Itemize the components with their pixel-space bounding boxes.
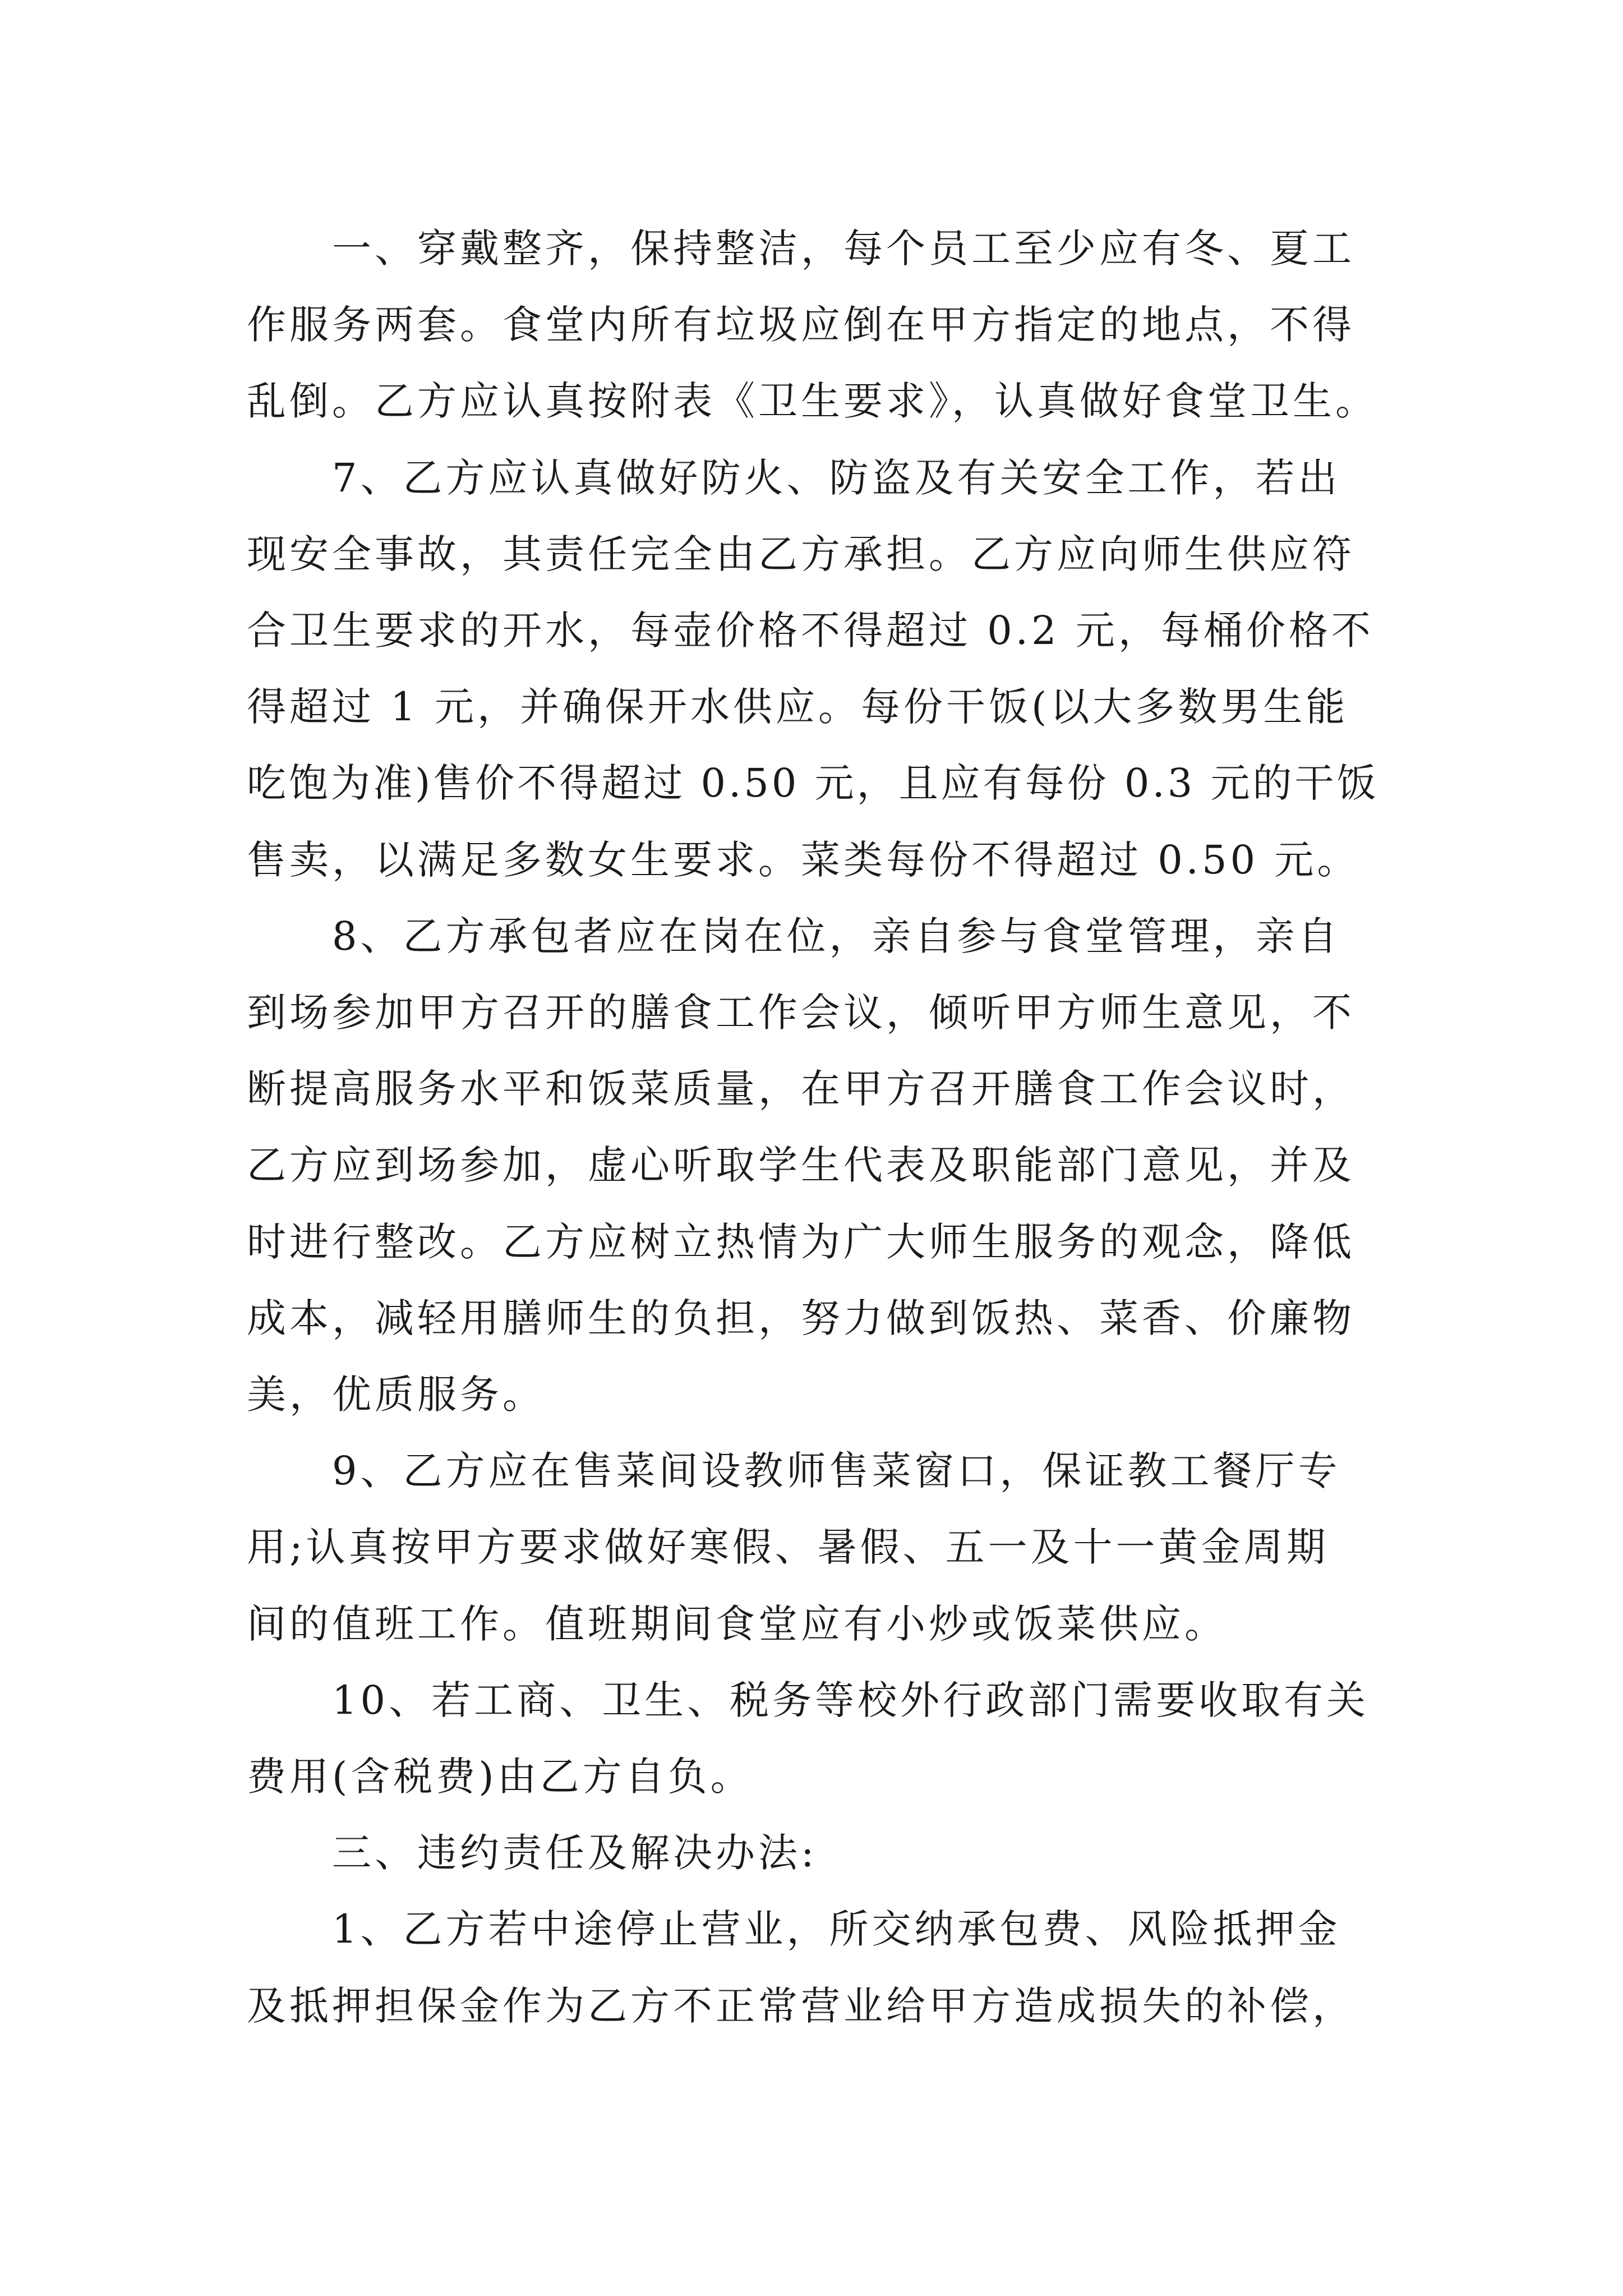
- text-line: 售卖，以满足多数女生要求。菜类每份不得超过 0.50 元。: [247, 836, 1360, 883]
- text-line: 间的值班工作。值班期间食堂应有小炒或饭菜供应。: [247, 1600, 1227, 1647]
- text-line: 9、乙方应在售菜间设教师售菜窗口，保证教工餐厅专: [332, 1448, 1341, 1494]
- text-line: 10、若工商、卫生、税务等校外行政部门需要收取有关: [332, 1677, 1370, 1723]
- text-line: 7、乙方应认真做好防火、防盗及有关安全工作，若出: [332, 454, 1341, 501]
- text-line: 一、穿戴整齐，保持整洁，每个员工至少应有冬、夏工: [332, 226, 1355, 272]
- text-line: 到场参加甲方召开的膳食工作会议，倾听甲方师生意见，不: [247, 990, 1355, 1036]
- text-line: 用;认真按甲方要求做好寒假、暑假、五一及十一黄金周期: [247, 1524, 1329, 1571]
- text-line: 乱倒。乙方应认真按附表《卫生要求》，认真做好食堂卫生。: [247, 378, 1378, 425]
- text-line: 乙方应到场参加，虚心听取学生代表及职能部门意见，并及: [247, 1142, 1355, 1189]
- text-line: 费用(含税费)由乙方自负。: [247, 1754, 753, 1800]
- text-line: 1、乙方若中途停止营业，所交纳承包费、风险抵押金: [332, 1906, 1341, 1953]
- text-line: 8、乙方承包者应在岗在位，亲自参与食堂管理，亲自: [332, 913, 1341, 959]
- text-line: 现安全事故，其责任完全由乙方承担。乙方应向师生供应符: [247, 531, 1355, 577]
- text-line: 断提高服务水平和饭菜质量，在甲方召开膳食工作会议时，: [247, 1066, 1355, 1112]
- text-line: 作服务两套。食堂内所有垃圾应倒在甲方指定的地点，不得: [247, 302, 1355, 348]
- section-heading: 三、违约责任及解决办法:: [332, 1830, 818, 1876]
- text-line: 吃饱为准)售价不得超过 0.50 元，且应有每份 0.3 元的干饭: [247, 760, 1379, 807]
- text-line: 时进行整改。乙方应树立热情为广大师生服务的观念，降低: [247, 1218, 1355, 1265]
- text-line: 得超过 1 元，并确保开水供应。每份干饭(以大多数男生能: [247, 684, 1349, 730]
- text-line: 及抵押担保金作为乙方不正常营业给甲方造成损失的补偿，: [247, 1982, 1355, 2029]
- text-line: 成本，减轻用膳师生的负担，努力做到饭热、菜香、价廉物: [247, 1295, 1355, 1341]
- text-line: 合卫生要求的开水，每壶价格不得超过 0.2 元，每桶价格不: [247, 608, 1374, 654]
- text-line: 美，优质服务。: [247, 1372, 545, 1418]
- document-body: [247, 210, 1380, 2044]
